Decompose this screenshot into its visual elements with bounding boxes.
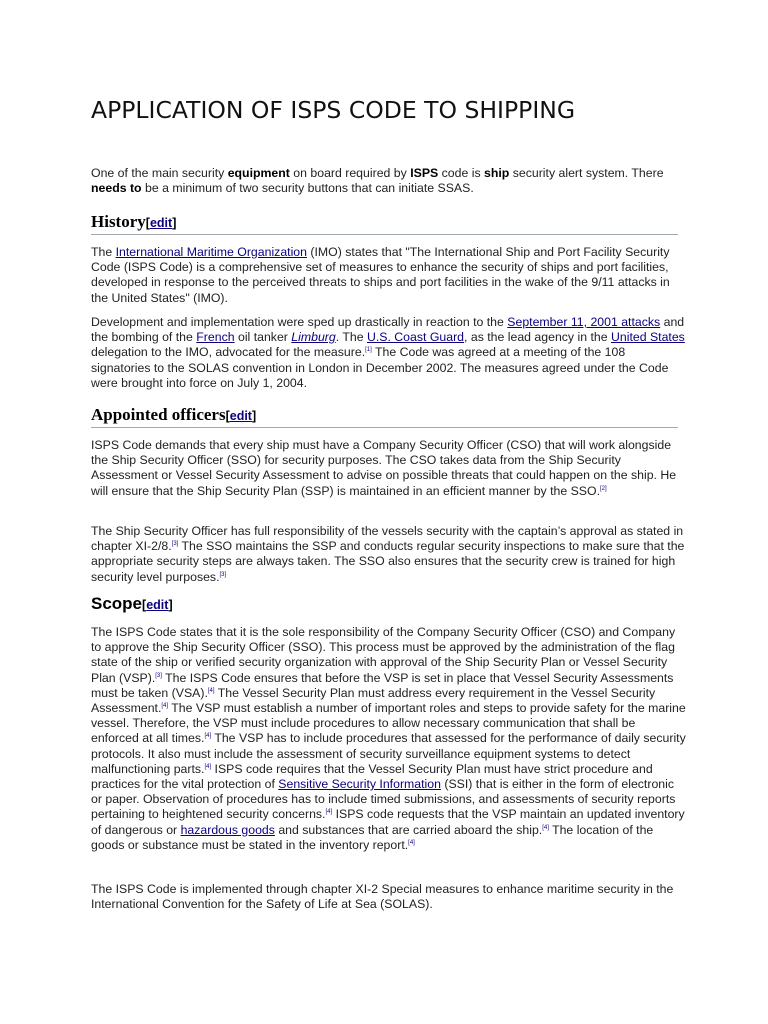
history-heading-text: History <box>91 212 146 231</box>
citation-ref[interactable]: [3] <box>171 541 179 548</box>
officers-edit-link[interactable]: edit <box>229 409 252 423</box>
bracket-open: [ <box>145 216 150 230</box>
bracket-close: ] <box>168 598 173 612</box>
scope-edit-link[interactable]: edit <box>146 598 169 612</box>
history-text: delegation to the IMO, advocated for the measure. <box>91 345 366 360</box>
scope-text: The ISPS Code states that it is the sole responsibility of the Company Security Officer (CSO) and Company to approve the Ship Security Officer (SSO). This process must be approved by the administration of the flag state of the ship or verified security organization with approval of the Ship Security Plan or Vessel Security Plan (VSP). <box>91 625 676 685</box>
history-text: oil tanker <box>234 330 292 345</box>
history-text: and the bombing of the <box>91 315 685 345</box>
hazardous-goods-link[interactable]: hazardous goods <box>180 822 275 837</box>
scope-text: The ISPS Code ensures that before the VSP is set in place that Vessel Security Assessments must be taken (VSA). <box>91 670 674 700</box>
scope-text: ISPS code requires that the Vessel Security Plan must have strict procedure and practices for the vital protection of <box>91 761 653 792</box>
citation-ref[interactable]: [4] <box>325 809 333 816</box>
officers-paragraph-1 <box>91 438 686 499</box>
scope-text: ISPS code requests that the VSP maintain an updated inventory of dangerous or <box>91 807 685 837</box>
officers-text: ISPS Code demands that every ship must have a Company Security Officer (CSO) that will work alongside the Ship Security Officer (SSO) for security purposes. The CSO takes data from the Ship Security Assessment or Vessel Security Assessment to advise on possible threats that could happen on the ship. He will ensure that the Ship Security Plan (SSP) is maintained in an efficient manner by the SSO. <box>91 438 677 498</box>
intro-text: security alert system. There <box>509 166 664 180</box>
bracket-open: [ <box>142 598 147 612</box>
history-text: (IMO) states that "The International Ship and Port Facility Security Code (ISPS Code) is a comprehensive set of measures to enhance the security of ships and port facilities, developed in response to the perceived threats to ships and port facilities in the wake of the 9/11 attacks in the United States" (IMO). <box>91 245 670 305</box>
scope-text: The Vessel Security Plan must address every requirement in the Vessel Security Assessment. <box>91 685 656 716</box>
bracket-open: [ <box>225 409 230 423</box>
history-text: The Code was agreed at a meeting of the 108 signatories to the SOLAS convention in London in December 2002. The measures agreed under the Code were brought into force on July 1, 2004. <box>91 345 669 390</box>
citation-ref[interactable]: [4] <box>204 763 212 770</box>
citation-ref[interactable]: [4] <box>408 839 415 846</box>
intro-bold-text: equipment <box>227 166 290 180</box>
history-text: , as the lead agency in the <box>464 330 611 345</box>
limburg-link[interactable]: Limburg <box>291 330 336 345</box>
bracket-close: ] <box>251 409 257 423</box>
intro-bold-text: needs to <box>91 181 142 196</box>
scope-paragraph-2 <box>91 882 686 912</box>
scope-heading-text: Scope <box>91 594 143 613</box>
history-paragraph-2 <box>91 315 686 391</box>
intro-text: One of the main security <box>91 166 228 180</box>
officers-edit-section <box>226 409 257 423</box>
scope-text: (SSI) that is either in the form of electronic or paper. Observation of procedures has to include timed submissions, and assessments of security reports pertaining to heightened security concerns. <box>91 777 676 822</box>
officers-heading-text: Appointed officers <box>91 405 226 424</box>
citation-ref[interactable]: [3] <box>155 672 162 679</box>
intro-paragraph <box>91 166 686 196</box>
september-11-link[interactable]: September 11, 2001 attacks <box>507 315 661 329</box>
intro-bold-text: ISPS <box>410 166 439 180</box>
scope-heading <box>91 594 678 618</box>
citation-ref[interactable]: [1] <box>365 347 372 354</box>
officers-paragraph-2 <box>91 524 686 585</box>
scope-edit-section <box>142 598 173 612</box>
intro-bold-text: ship <box>484 166 510 180</box>
us-coast-guard-link[interactable]: U.S. Coast Guard <box>366 330 465 345</box>
intro-text: be a minimum of two security buttons that can initiate SSAS. <box>141 181 474 196</box>
history-heading <box>91 212 678 235</box>
scope-text: and substances that are carried aboard the ship. <box>274 822 543 837</box>
scope-text: The VSP must establish a number of important roles and steps to provide safety for the marine vessel. Therefore, the VSP must include procedures to allow necessary communication that shall be enforced at all times. <box>91 701 686 746</box>
french-link[interactable]: French <box>196 330 235 345</box>
history-edit-section <box>146 216 177 230</box>
intro-text: code is <box>438 166 485 180</box>
history-text: The <box>91 245 116 259</box>
scope-text: The VSP has to include procedures that assessed for the performance of daily security protocols. It also must include the assessment of security surveillance equipment systems to detect malfunctioning parts. <box>91 731 686 776</box>
sensitive-security-info-link[interactable]: Sensitive Security Information <box>278 777 441 792</box>
bracket-close: ] <box>172 216 177 230</box>
history-edit-link[interactable]: edit <box>149 216 173 230</box>
citation-ref[interactable]: [4] <box>542 824 549 831</box>
citation-ref[interactable]: [4] <box>204 733 212 740</box>
intro-text: on board required by <box>289 166 411 180</box>
history-paragraph-1 <box>91 245 686 306</box>
imo-link[interactable]: International Maritime Organization <box>115 245 307 259</box>
citation-ref[interactable]: [4] <box>161 702 169 709</box>
scope-text: The location of the goods or substance must be stated in the inventory report. <box>91 822 654 852</box>
scope-paragraph-1 <box>91 625 686 853</box>
officers-text: The Ship Security Officer has full responsibility of the vessels security with the captain’s approval as stated in chapter XI-2/8. <box>91 524 684 554</box>
history-text: Development and implementation were sped up drastically in reaction to the <box>91 315 508 329</box>
citation-ref[interactable]: [4] <box>207 687 215 694</box>
officers-heading <box>91 405 678 428</box>
page-title: APPLICATION OF ISPS CODE TO SHIPPING <box>91 96 576 124</box>
officers-text: The SSO maintains the SSP and conducts regular security inspections to make sure that the appropriate security steps are always taken. The SSO also ensures that the security crew is trained for high security level purposes. <box>91 539 685 584</box>
united-states-link[interactable]: United States <box>611 330 685 345</box>
history-text: . The <box>335 330 367 345</box>
scope-text: The ISPS Code is implemented through chapter XI-2 Special measures to enhance maritime security in the International Convention for the Safety of Life at Sea (SOLAS). <box>91 882 674 912</box>
citation-ref[interactable]: [2] <box>600 485 607 492</box>
citation-ref[interactable]: [3] <box>219 571 227 578</box>
